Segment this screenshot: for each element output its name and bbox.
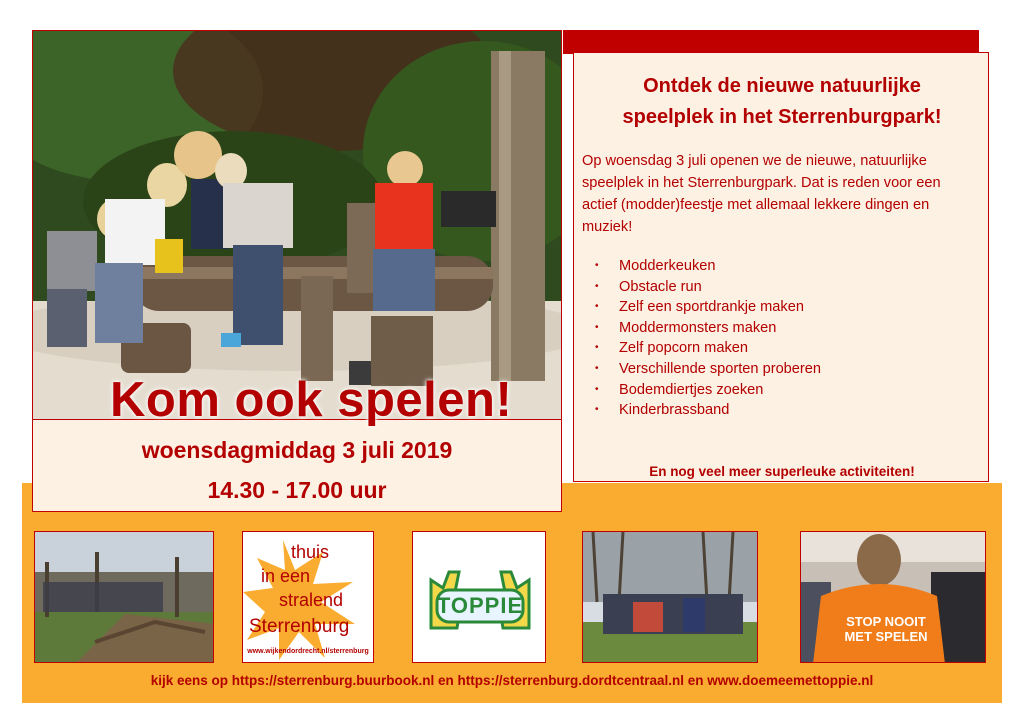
info-title-line-2: speelplek in het Sterrenburgpark! [622,106,942,128]
bullet-icon: • [595,342,599,354]
thuis-line-1: thuis [291,542,330,562]
thuis-line-3: stralend [279,590,344,610]
shirt-text [831,614,941,644]
thuis-url: www.wijkendordrecht.nl/sterrenburg [247,648,369,655]
shirt-photo [800,531,986,663]
group-photo [582,531,758,663]
activity-label: Obstacle run [619,278,702,295]
bullet-icon: • [595,301,599,313]
event-time: 14.30 - 17.00 uur [207,477,387,503]
bullet-icon: • [595,260,599,271]
info-title [574,71,990,133]
toppie-logo [412,531,546,663]
park-photo [34,531,214,663]
info-title-line-1: Ontdek de nieuwe natuurlijke [643,75,921,97]
shirt-text-line-1: STOP NOOIT [846,614,926,629]
activity-label: Kinderbrassband [619,402,730,419]
bullet-icon: • [595,383,599,395]
toppie-wordmark: TOPPIE [436,593,524,618]
activity-label: Verschillende sporten proberen [619,360,822,377]
activity-label: Zelf een sportdrankje maken [619,299,804,316]
info-intro: Op woensdag 3 juli openen we de nieuwe, natuurlijke speelplek in het Sterrenburgpark. Dat is reden voor een actief (modder)feestje met allemaal lekkere dingen en muziek! [582,153,941,235]
hero-photo [32,30,562,420]
red-accent-strip [563,30,979,54]
bullet-icon: • [595,321,599,333]
event-date: woensdagmiddag 3 juli 2019 [141,437,453,463]
bullet-icon: • [595,280,599,292]
shirt-text-line-2: MET SPELEN [844,629,928,644]
activity-label: Bodemdiertjes zoeken [619,381,764,398]
activity-label: Moddermonsters maken [619,319,777,336]
info-panel [573,52,989,482]
activity-label: Zelf popcorn maken [619,340,748,357]
bullet-icon: • [595,362,599,374]
info-closing: En nog veel meer superleuke activiteiten! [649,464,915,479]
footer-links: kijk eens op https://sterrenburg.buurbook.nl en https://sterrenburg.dordtcentraal.nl en www.doemeemettoppie.nl [150,673,874,688]
thuis-line-4: Sterrenburg [249,616,350,637]
headline: Kom ook spelen! [110,373,513,427]
thuis-line-2: in een [261,566,311,586]
activity-label: Modderkeuken [619,258,716,274]
thuis-logo [242,531,374,663]
bullet-icon: • [595,404,599,416]
